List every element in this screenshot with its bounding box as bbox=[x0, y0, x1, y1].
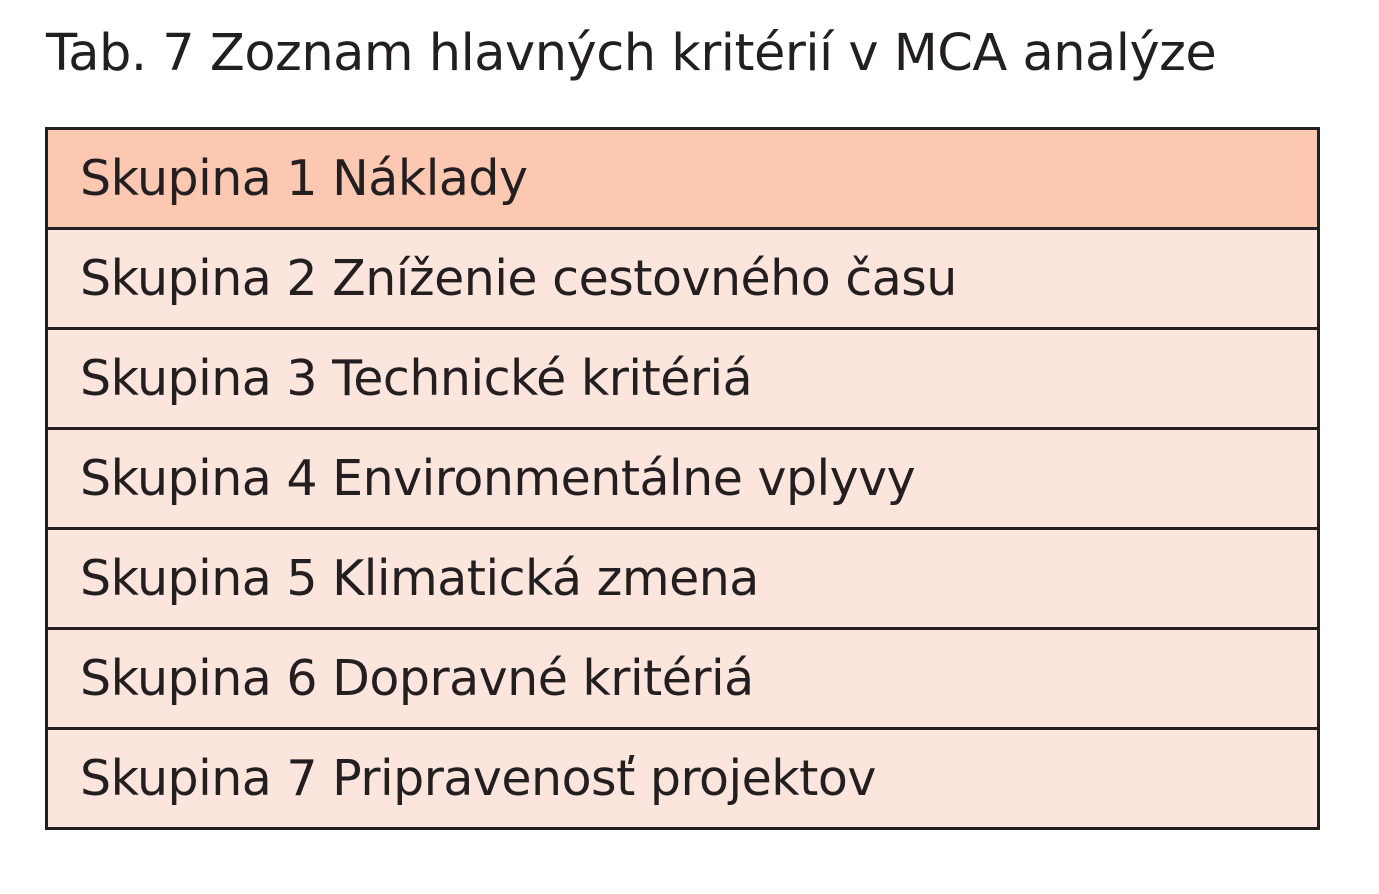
criteria-table bbox=[45, 127, 1320, 830]
table-cell-group-5: Skupina 5 Klimatická zmena bbox=[47, 529, 1319, 629]
table-cell-group-7: Skupina 7 Pripravenosť projektov bbox=[47, 729, 1319, 829]
table-row-group-5 bbox=[47, 529, 1319, 629]
criteria-table-body bbox=[47, 129, 1319, 829]
table-cell-group-3: Skupina 3 Technické kritériá bbox=[47, 329, 1319, 429]
table-row-group-2 bbox=[47, 229, 1319, 329]
table-row-group-1 bbox=[47, 129, 1319, 229]
table-cell-group-1: Skupina 1 Náklady bbox=[47, 129, 1319, 229]
table-cell-group-4: Skupina 4 Environmentálne vplyvy bbox=[47, 429, 1319, 529]
table-caption: Tab. 7 Zoznam hlavných kritérií v MCA analýze bbox=[46, 24, 1217, 83]
table-row-group-4 bbox=[47, 429, 1319, 529]
table-row-group-6 bbox=[47, 629, 1319, 729]
table-row-group-3 bbox=[47, 329, 1319, 429]
table-cell-group-2: Skupina 2 Zníženie cestovného času bbox=[47, 229, 1319, 329]
table-row-group-7 bbox=[47, 729, 1319, 829]
table-cell-group-6: Skupina 6 Dopravné kritériá bbox=[47, 629, 1319, 729]
